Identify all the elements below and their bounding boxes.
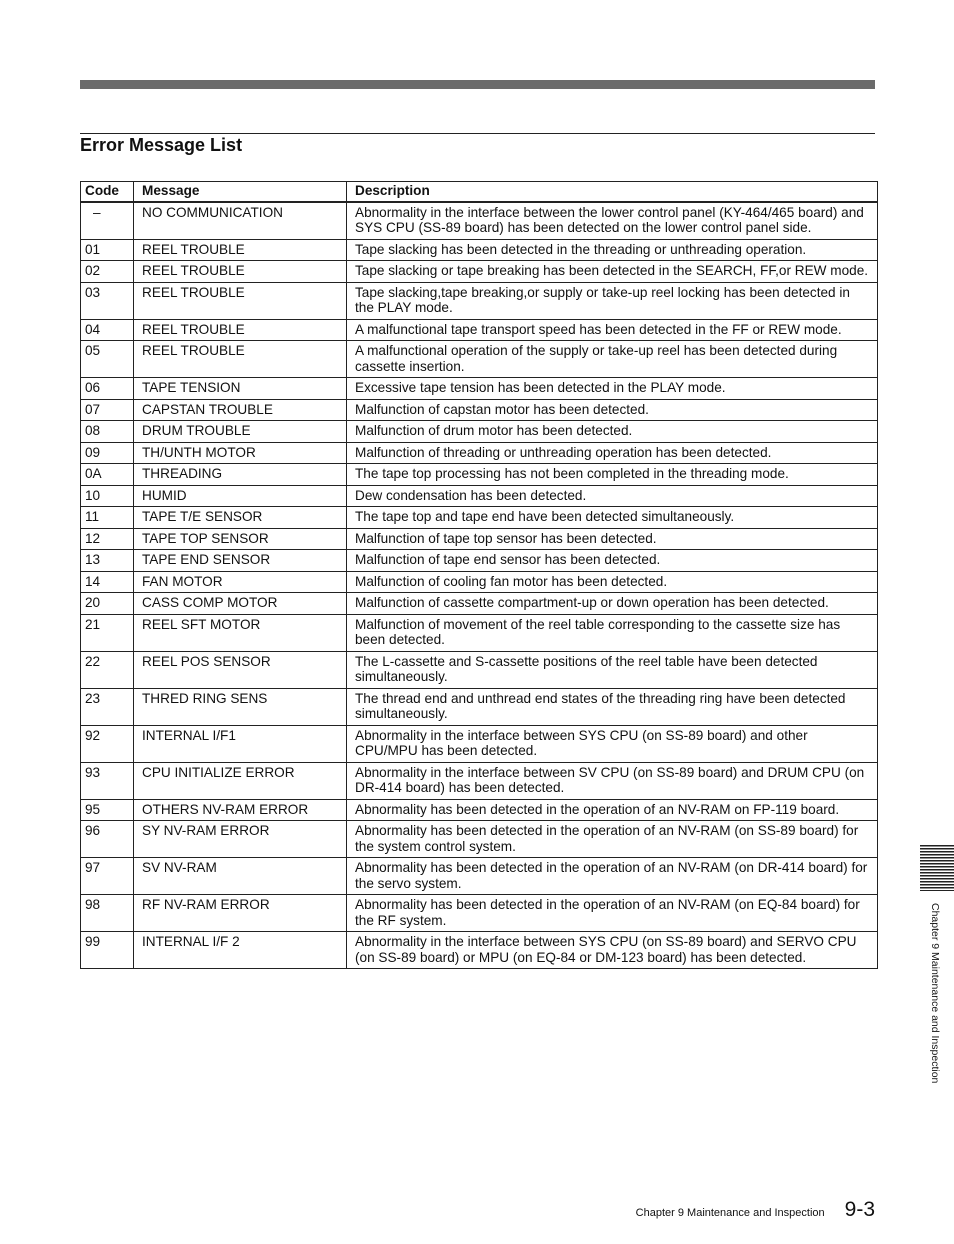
error-code-cell: 22 [81, 651, 134, 688]
table-row [81, 593, 878, 615]
error-description-cell: Malfunction of movement of the reel table corresponding to the cassette size has been detected. [347, 614, 878, 651]
table-row [81, 821, 878, 858]
error-description-cell: The tape top and tape end have been detected simultaneously. [347, 507, 878, 529]
header-bar [80, 80, 875, 89]
error-message-cell: TAPE END SENSOR [134, 550, 347, 572]
error-description-cell: The L-cassette and S-cassette positions of the reel table have been detected simultaneously. [347, 651, 878, 688]
table-row [81, 464, 878, 486]
table-row [81, 282, 878, 319]
error-description-cell: Tape slacking has been detected in the threading or unthreading operation. [347, 239, 878, 261]
error-code-cell: 06 [81, 378, 134, 400]
error-code-cell: 02 [81, 261, 134, 283]
error-code-cell: 14 [81, 571, 134, 593]
error-message-cell: FAN MOTOR [134, 571, 347, 593]
table-row [81, 932, 878, 969]
table-row [81, 614, 878, 651]
error-code-cell: 93 [81, 762, 134, 799]
error-message-cell: OTHERS NV-RAM ERROR [134, 799, 347, 821]
error-description-cell: Abnormality in the interface between SYS CPU (on SS-89 board) and other CPU/MPU has been detected. [347, 725, 878, 762]
error-description-cell: Abnormality has been detected in the operation of an NV-RAM (on SS-89 board) for the system control system. [347, 821, 878, 858]
error-code-cell: 20 [81, 593, 134, 615]
error-message-cell: CASS COMP MOTOR [134, 593, 347, 615]
error-message-cell: REEL TROUBLE [134, 319, 347, 341]
error-message-cell: INTERNAL I/F 2 [134, 932, 347, 969]
page-number: 9-3 [844, 1198, 875, 1221]
error-message-cell: REEL TROUBLE [134, 341, 347, 378]
error-code-cell: 23 [81, 688, 134, 725]
table-row [81, 688, 878, 725]
error-message-cell: REEL SFT MOTOR [134, 614, 347, 651]
error-message-cell: DRUM TROUBLE [134, 421, 347, 443]
table-row [81, 399, 878, 421]
header-code: Code [81, 182, 134, 202]
table-row [81, 421, 878, 443]
error-code-cell: 08 [81, 421, 134, 443]
error-description-cell: Dew condensation has been detected. [347, 485, 878, 507]
error-message-cell: REEL TROUBLE [134, 239, 347, 261]
table-row [81, 762, 878, 799]
header-description: Description [347, 182, 878, 202]
error-code-cell: 09 [81, 442, 134, 464]
error-description-cell: Malfunction of cassette compartment-up or down operation has been detected. [347, 593, 878, 615]
error-code-cell: 13 [81, 550, 134, 572]
page-title: Error Message List [80, 135, 243, 155]
footer-chapter-text: Chapter 9 Maintenance and Inspection [635, 1207, 825, 1219]
error-description-cell: Abnormality has been detected in the operation of an NV-RAM (on EQ-84 board) for the RF system. [347, 895, 878, 932]
table-row [81, 651, 878, 688]
error-description-cell: The thread end and unthread end states of the threading ring have been detected simultaneously. [347, 688, 878, 725]
error-description-cell: Tape slacking,tape breaking,or supply or take-up reel locking has been detected in the PLAY mode. [347, 282, 878, 319]
error-message-cell: NO COMMUNICATION [134, 202, 347, 240]
error-code-cell: 03 [81, 282, 134, 319]
table-row [81, 571, 878, 593]
error-code-cell: 01 [81, 239, 134, 261]
error-description-cell: Tape slacking or tape breaking has been detected in the SEARCH, FF,or REW mode. [347, 261, 878, 283]
table-row [81, 442, 878, 464]
error-message-cell: SV NV-RAM [134, 858, 347, 895]
table-row [81, 341, 878, 378]
table-row [81, 202, 878, 240]
table-row [81, 799, 878, 821]
error-description-cell: Malfunction of threading or unthreading operation has been detected. [347, 442, 878, 464]
table-row [81, 895, 878, 932]
error-code-cell: 21 [81, 614, 134, 651]
table-row [81, 858, 878, 895]
table-row [81, 725, 878, 762]
error-description-cell: Malfunction of cooling fan motor has been detected. [347, 571, 878, 593]
error-code-cell: 96 [81, 821, 134, 858]
error-message-cell: THREADING [134, 464, 347, 486]
error-code-cell: 04 [81, 319, 134, 341]
error-message-cell: REEL TROUBLE [134, 282, 347, 319]
title-rule [80, 133, 875, 134]
error-description-cell: Abnormality in the interface between SYS CPU (on SS-89 board) and SERVO CPU (on SS-89 board) or MPU (on EQ-84 or DM-123 board) has been detected. [347, 932, 878, 969]
error-code-cell: 07 [81, 399, 134, 421]
table-row [81, 550, 878, 572]
page-footer [636, 1198, 875, 1222]
table-row [81, 261, 878, 283]
table-row [81, 319, 878, 341]
error-message-cell: TH/UNTH MOTOR [134, 442, 347, 464]
error-code-cell: 97 [81, 858, 134, 895]
error-message-cell: CPU INITIALIZE ERROR [134, 762, 347, 799]
table-row [81, 378, 878, 400]
error-message-cell: REEL POS SENSOR [134, 651, 347, 688]
error-description-cell: A malfunctional tape transport speed has been detected in the FF or REW mode. [347, 319, 878, 341]
error-message-cell: TAPE TENSION [134, 378, 347, 400]
error-code-cell: 95 [81, 799, 134, 821]
error-code-cell: 0A [81, 464, 134, 486]
table-row [81, 239, 878, 261]
error-description-cell: Abnormality has been detected in the operation of an NV-RAM on FP-119 board. [347, 799, 878, 821]
error-code-cell: – [81, 202, 134, 240]
error-code-cell: 99 [81, 932, 134, 969]
error-description-cell: Malfunction of capstan motor has been detected. [347, 399, 878, 421]
error-description-cell: Abnormality in the interface between SV CPU (on SS-89 board) and DRUM CPU (on DR-414 board) has been detected. [347, 762, 878, 799]
error-description-cell: The tape top processing has not been completed in the threading mode. [347, 464, 878, 486]
error-message-cell: TAPE T/E SENSOR [134, 507, 347, 529]
error-description-cell: Excessive tape tension has been detected in the PLAY mode. [347, 378, 878, 400]
error-code-cell: 10 [81, 485, 134, 507]
error-message-cell: INTERNAL I/F1 [134, 725, 347, 762]
table-header-row [81, 182, 878, 202]
error-message-cell: CAPSTAN TROUBLE [134, 399, 347, 421]
error-message-cell: TAPE TOP SENSOR [134, 528, 347, 550]
error-code-cell: 98 [81, 895, 134, 932]
chapter-tab-marker [920, 845, 954, 891]
table-row [81, 485, 878, 507]
error-description-cell: Malfunction of tape end sensor has been detected. [347, 550, 878, 572]
error-description-cell: Malfunction of drum motor has been detected. [347, 421, 878, 443]
error-description-cell: A malfunctional operation of the supply or take-up reel has been detected during cassette insertion. [347, 341, 878, 378]
error-code-cell: 05 [81, 341, 134, 378]
header-message: Message [134, 182, 347, 202]
error-message-table [80, 181, 878, 969]
side-chapter-label: Chapter 9 Maintenance and Inspection [929, 903, 941, 1084]
table-body [81, 202, 878, 969]
error-code-cell: 12 [81, 528, 134, 550]
error-message-cell: REEL TROUBLE [134, 261, 347, 283]
error-message-cell: HUMID [134, 485, 347, 507]
error-message-cell: THRED RING SENS [134, 688, 347, 725]
error-description-cell: Abnormality in the interface between the lower control panel (KY-464/465 board) and SYS CPU (SS-89 board) has been detected on the lower control panel side. [347, 202, 878, 240]
error-description-cell: Abnormality has been detected in the operation of an NV-RAM (on DR-414 board) for the servo system. [347, 858, 878, 895]
error-code-cell: 92 [81, 725, 134, 762]
error-message-cell: SY NV-RAM ERROR [134, 821, 347, 858]
table-row [81, 507, 878, 529]
table-row [81, 528, 878, 550]
error-description-cell: Malfunction of tape top sensor has been detected. [347, 528, 878, 550]
error-code-cell: 11 [81, 507, 134, 529]
error-message-cell: RF NV-RAM ERROR [134, 895, 347, 932]
